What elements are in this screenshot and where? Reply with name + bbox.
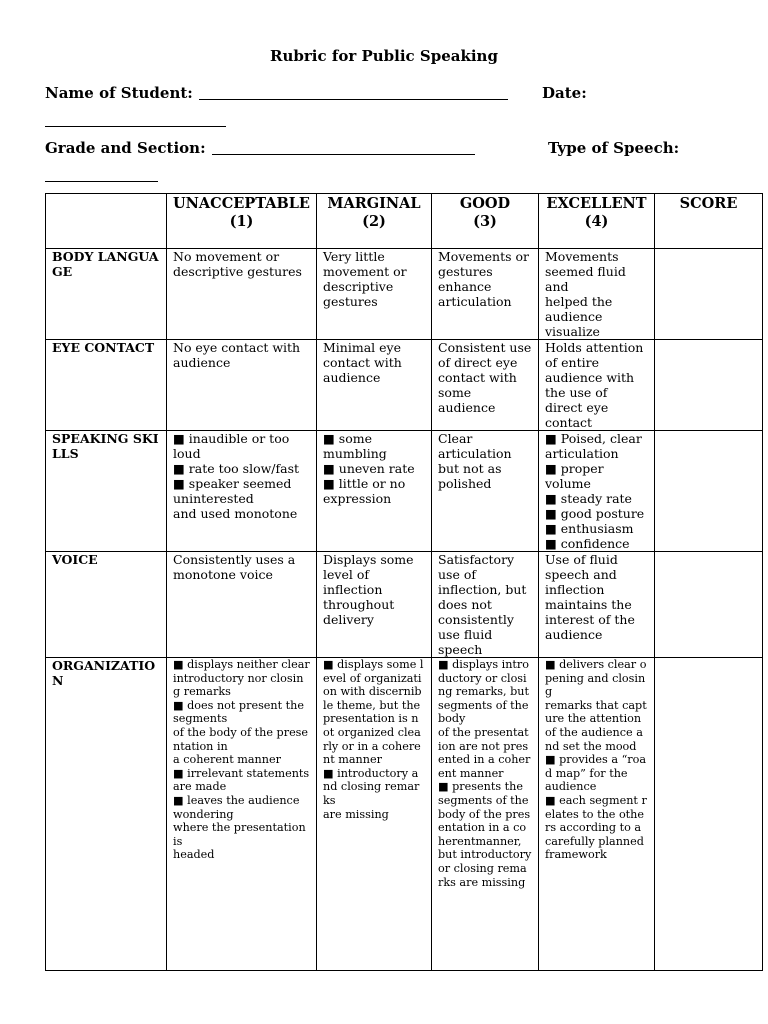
column-label: GOOD (459, 195, 511, 212)
rubric-cell: ■ Poised, clear articulation ■ proper volume ■ steady rate ■ good posture ■ enthusiasm ■ confidence (539, 431, 655, 552)
column-score: (1) (229, 213, 254, 230)
rubric-cell: Consistently uses a monotone voice (167, 552, 317, 658)
rubric-cell: ■ inaudible or too loud ■ rate too slow/fast ■ speaker seemed uninterested and used monotone (167, 431, 317, 552)
table-row (46, 552, 763, 658)
table-row (46, 431, 763, 552)
rubric-cell: No eye contact with audience (167, 340, 317, 431)
rubric-cell: No movement or descriptive gestures (167, 249, 317, 340)
column-label: MARGINAL (327, 195, 421, 212)
score-cell[interactable] (655, 249, 763, 340)
table-row (46, 340, 763, 431)
rubric-cell: Satisfactory use of inflection, but does not consistently use fluid speech (432, 552, 539, 658)
rubric-cell: Minimal eye contact with audience (317, 340, 432, 431)
column-label: SCORE (679, 195, 738, 212)
student-name-label: Name of Student: (45, 84, 193, 102)
rubric-cell: Movements or gestures enhance articulation (432, 249, 539, 340)
rubric-cell: ■ some mumbling ■ uneven rate ■ little or no expression (317, 431, 432, 552)
column-header-marginal (317, 194, 432, 249)
column-header-unacceptable (167, 194, 317, 249)
student-name-line[interactable] (199, 99, 508, 100)
rubric-cell: Holds attention of entire audience with the use of direct eye contact (539, 340, 655, 431)
column-score: (3) (473, 213, 497, 230)
criterion-body-language: BODY LANGUAGE (46, 249, 167, 340)
column-score: (2) (362, 213, 386, 230)
column-score: (4) (584, 213, 609, 230)
rubric-cell: ■ delivers clear opening and closing remarks that capture the attention of the audience and set the mood ■ provides a “road map” for the audience ■ each segment relates to the others according to a carefully planned framework (539, 658, 655, 971)
grade-section-line[interactable] (212, 154, 475, 155)
criterion-speaking-skills: SPEAKING SKILLS (46, 431, 167, 552)
rubric-cell: Clear articulation but not as polished (432, 431, 539, 552)
criterion-voice: VOICE (46, 552, 167, 658)
rubric-cell: Consistent use of direct eye contact with some audience (432, 340, 539, 431)
table-row (46, 658, 763, 971)
score-cell[interactable] (655, 431, 763, 552)
rubric-cell: ■ displays introductory or closing remarks, but segments of the body of the presentation are not presented in a coherent manner ■ presents the segments of the body of the presentation in a coherentmanner, but introductory or closing remarks are missing (432, 658, 539, 971)
criteria-header-cell (46, 194, 167, 249)
criterion-eye-contact: EYE CONTACT (46, 340, 167, 431)
criterion-organization: ORGANIZATION (46, 658, 167, 971)
document-title: Rubric for Public Speaking (270, 47, 498, 65)
score-cell[interactable] (655, 340, 763, 431)
rubric-cell: ■ displays neither clear introductory nor closing remarks ■ does not present the segments of the body of the presentation in a coherent manner ■ irrelevant statements are made ■ leaves the audience wondering where the presentation is headed (167, 658, 317, 971)
rubric-table (45, 193, 763, 971)
date-label: Date: (542, 84, 587, 102)
date-line[interactable] (45, 126, 226, 127)
column-label: EXCELLENT (546, 195, 647, 212)
rubric-cell: Movements seemed fluid and helped the audience visualize (539, 249, 655, 340)
table-row (46, 249, 763, 340)
rubric-cell: Displays some level of inflection throughout delivery (317, 552, 432, 658)
speech-type-label: Type of Speech: (548, 139, 680, 157)
column-header-score (655, 194, 763, 249)
speech-type-line[interactable] (45, 181, 158, 182)
header-row (46, 194, 763, 249)
score-cell[interactable] (655, 658, 763, 971)
rubric-cell: Very little movement or descriptive gestures (317, 249, 432, 340)
column-header-excellent (539, 194, 655, 249)
column-label: UNACCEPTABLE (173, 195, 310, 212)
grade-section-label: Grade and Section: (45, 139, 206, 157)
score-cell[interactable] (655, 552, 763, 658)
rubric-cell: ■ displays some level of organization with discernible theme, but the presentation is not organized clearly or in a coherent manner ■ introductory and closing remarks are missing (317, 658, 432, 971)
rubric-cell: Use of fluid speech and inflection maintains the interest of the audience (539, 552, 655, 658)
column-header-good (432, 194, 539, 249)
